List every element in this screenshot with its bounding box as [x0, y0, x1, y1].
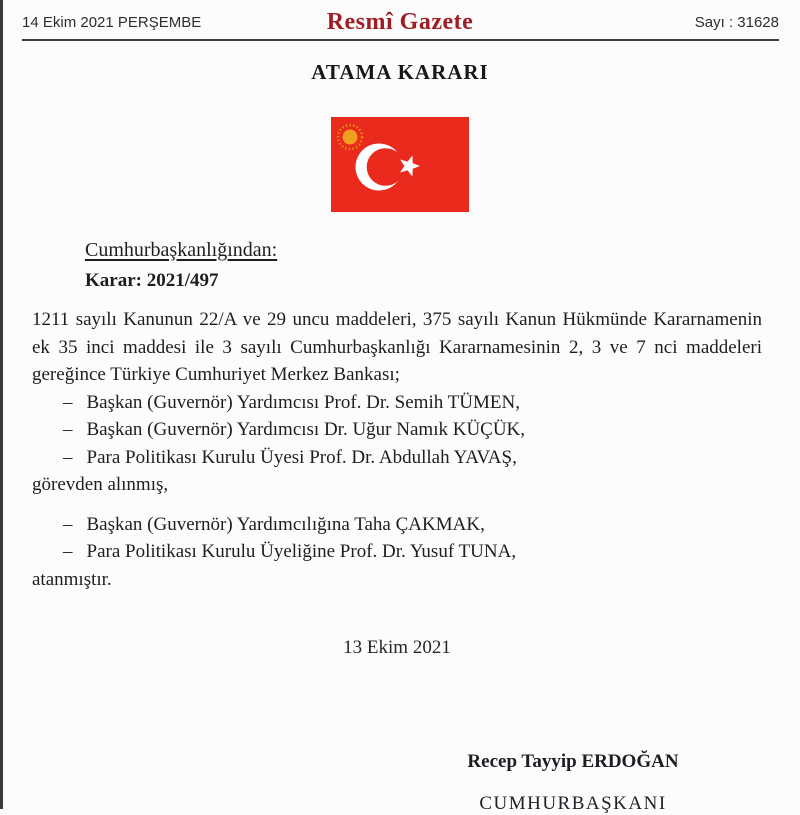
- list-item: [32, 389, 762, 417]
- dash-bullet: –: [63, 391, 73, 413]
- masthead-date: 14 Ekim 2021 PERŞEMBE: [22, 14, 202, 31]
- decree-heading: ATAMA KARARI: [311, 60, 489, 84]
- masthead: [22, 0, 779, 41]
- dash-bullet: –: [63, 541, 73, 562]
- signature-block: [448, 751, 698, 815]
- page-edge-shadow: [0, 0, 3, 809]
- dash-bullet: –: [63, 513, 73, 535]
- turkish-flag: [0, 117, 800, 217]
- masthead-issue-number: Sayı : 31628: [694, 14, 779, 31]
- list-item: [32, 538, 762, 566]
- list-item: [32, 511, 762, 539]
- dash-bullet: –: [63, 419, 73, 440]
- list-item-text: Başkan (Guvernör) Yardımcısı Dr. Uğur Namık KÜÇÜK,: [86, 419, 526, 440]
- appointed-suffix: atanmıştır.: [32, 568, 112, 590]
- signature-title: CUMHURBAŞKANI: [479, 793, 667, 814]
- decree-intro-paragraph: 1211 sayılı Kanunun 22/A ve 29 uncu maddeleri, 375 sayılı Kanun Hükmünde Kararnamenin ek 35 inci maddesi ile 3 sayılı Cumhurbaşkanlığı Kararnamesinin 2, 3 ve 7 nci maddeleri gereğince Türkiye Cumhuriyet Merkez Bankası;: [32, 309, 762, 385]
- appointed-list: [32, 511, 762, 594]
- list-item-text: Başkan (Guvernör) Yardımcılığına Taha ÇAKMAK,: [86, 513, 485, 535]
- issuing-authority: Cumhurbaşkanlığından:: [85, 239, 278, 261]
- signature-row: [32, 751, 762, 815]
- dash-bullet: –: [63, 446, 73, 468]
- dismissed-suffix: görevden alınmış,: [32, 474, 169, 495]
- list-item-text: Başkan (Guvernör) Yardımcısı Prof. Dr. Semih TÜMEN,: [86, 391, 520, 413]
- dismissed-list: [32, 389, 762, 499]
- list-item-text: Para Politikası Kurulu Üyesi Prof. Dr. Abdullah YAVAŞ,: [86, 446, 517, 468]
- turkish-flag-image: [331, 117, 469, 212]
- signature-name: Recep Tayyip ERDOĞAN: [467, 751, 679, 772]
- gazette-title: Resmî Gazete: [326, 9, 474, 35]
- decree-body: [0, 239, 800, 815]
- list-item: [32, 416, 762, 444]
- decision-number: Karar: 2021/497: [85, 270, 219, 291]
- list-item-text: Para Politikası Kurulu Üyeliğine Prof. Dr. Yusuf TUNA,: [86, 541, 517, 562]
- presidential-sun-icon: [343, 130, 358, 145]
- list-item: [32, 444, 762, 472]
- crescent-cutout: [367, 148, 405, 186]
- decision-date: 13 Ekim 2021: [343, 637, 451, 658]
